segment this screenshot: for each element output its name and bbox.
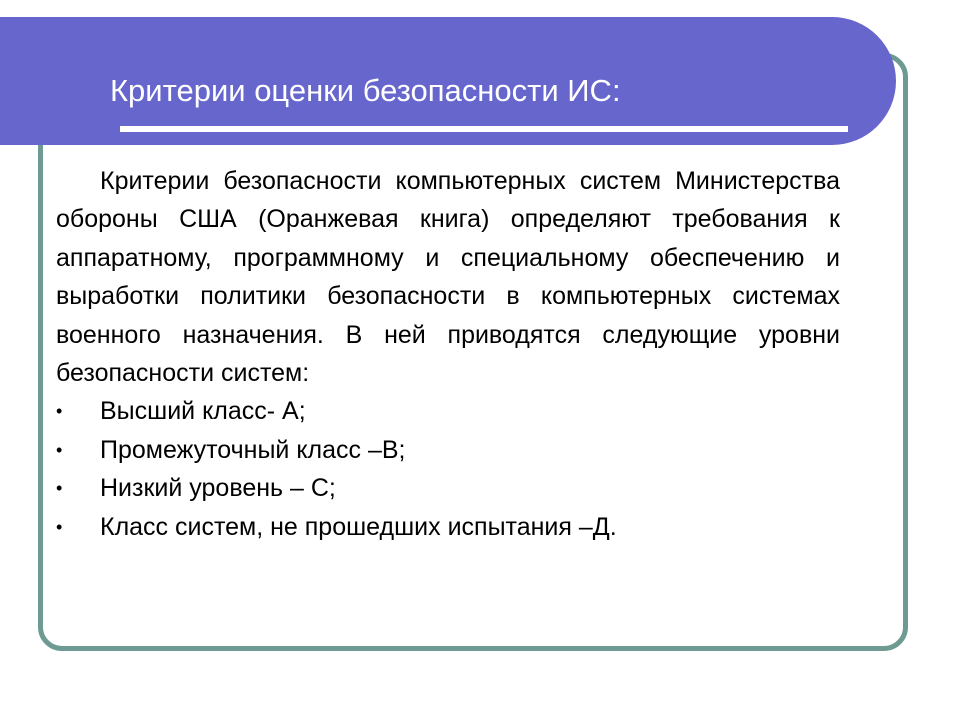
list-item bbox=[56, 508, 840, 547]
list-item-text: Класс систем, не прошедших испытания –Д. bbox=[100, 512, 617, 541]
list-item-text: Промежуточный класс –В; bbox=[100, 435, 406, 464]
security-levels-list bbox=[56, 392, 840, 546]
bullet-icon: • bbox=[56, 439, 63, 460]
list-item bbox=[56, 392, 840, 431]
slide-content bbox=[56, 162, 840, 546]
list-item-text: Низкий уровень – С; bbox=[100, 474, 336, 503]
title-underline bbox=[120, 126, 848, 132]
page-title: Критерии оценки безопасности ИС: bbox=[110, 73, 621, 108]
bullet-icon: • bbox=[56, 401, 63, 422]
list-item bbox=[56, 469, 840, 508]
bullet-icon: • bbox=[56, 516, 63, 537]
body-paragraph: Критерии безопасности компьютерных систем Министерства обороны США (Оранжевая книга) определяют требования к аппаратному, программному и специальному обеспечению и выработки политики безопасности в компьютерных системах военного назначения. В ней приводятся следующие уровни безопасности систем: bbox=[56, 167, 840, 388]
list-item bbox=[56, 431, 840, 470]
bullet-icon: • bbox=[56, 478, 63, 499]
list-item-text: Высший класс- А; bbox=[100, 397, 306, 426]
